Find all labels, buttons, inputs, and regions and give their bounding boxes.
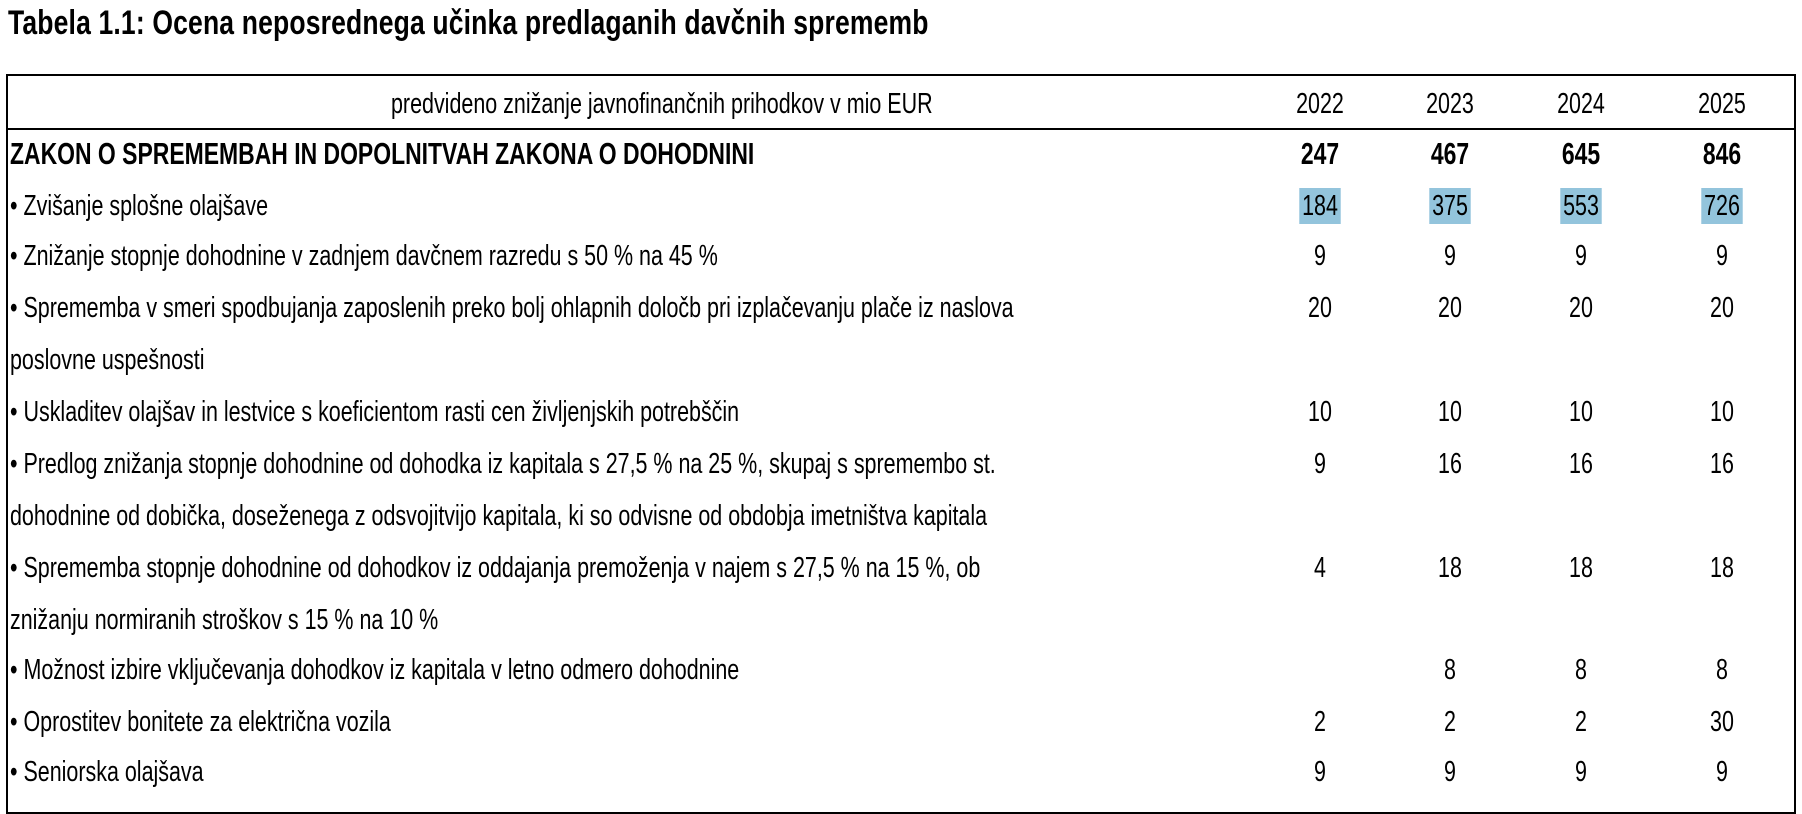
row-value-2022: 9	[1314, 756, 1326, 788]
row-label: • Uskladitev olajšav in lestvice s koeficientom rasti cen življenjskih potrebščin	[10, 396, 740, 428]
row-value-2025: 9	[1716, 240, 1728, 272]
row-value-2024: 10	[1569, 396, 1593, 428]
total-value-2022: 247	[1300, 136, 1340, 171]
row-value-2023: 9	[1444, 240, 1456, 272]
total-row-label: ZAKON O SPREMEMBAH IN DOPOLNITVAH ZAKONA O DOHODNINI	[10, 136, 755, 171]
row-value-2022	[1276, 186, 1365, 226]
row-value-2022: 4	[1314, 552, 1326, 584]
highlighted-value: 184	[1299, 188, 1341, 224]
row-value-2023: 10	[1438, 396, 1462, 428]
row-label: • Oprostitev bonitete za električna vozila	[10, 706, 391, 738]
row-value-2024: 18	[1569, 552, 1593, 584]
header-divider	[6, 128, 1796, 130]
row-label-continuation: dohodnine od dobička, doseženega z odsvojitvijo kapitala, ki so odvisne od obdobja imetništva kapitala	[10, 500, 988, 532]
total-value-2024: 645	[1561, 136, 1601, 171]
row-label: • Seniorska olajšava	[10, 756, 204, 788]
row-label-continuation: znižanju normiranih stroškov s 15 % na 10 %	[10, 604, 439, 636]
row-value-2025	[1678, 186, 1767, 226]
row-value-2023: 9	[1444, 756, 1456, 788]
row-value-2023: 18	[1438, 552, 1462, 584]
row-label-continuation: poslovne uspešnosti	[10, 344, 205, 376]
header-year-2023: 2023	[1426, 88, 1474, 120]
row-value-2025: 9	[1716, 756, 1728, 788]
row-value-2025: 30	[1710, 706, 1734, 738]
total-value-2023: 467	[1430, 136, 1470, 171]
row-value-2025: 10	[1710, 396, 1734, 428]
row-label: • Znižanje stopnje dohodnine v zadnjem davčnem razredu s 50 % na 45 %	[10, 240, 718, 272]
highlighted-value: 375	[1429, 188, 1471, 224]
row-value-2022	[1276, 650, 1365, 690]
row-value-2025: 18	[1710, 552, 1734, 584]
highlighted-value: 726	[1701, 188, 1743, 224]
row-value-2025: 20	[1710, 292, 1734, 324]
row-value-2023: 20	[1438, 292, 1462, 324]
header-description: predvideno znižanje javnofinančnih prihodkov v mio EUR	[391, 88, 933, 120]
row-label: • Sprememba stopnje dohodnine od dohodkov iz oddajanja premoženja v najem s 27,5 % na 15 %, ob	[10, 552, 981, 584]
row-value-2022: 9	[1314, 448, 1326, 480]
header-year-2022: 2022	[1296, 88, 1344, 120]
row-value-2024: 2	[1575, 706, 1587, 738]
highlighted-value: 553	[1560, 188, 1602, 224]
row-value-2024: 9	[1575, 240, 1587, 272]
row-value-2022: 10	[1308, 396, 1332, 428]
row-value-2022: 2	[1314, 706, 1326, 738]
row-value-2024: 20	[1569, 292, 1593, 324]
row-value-2022: 20	[1308, 292, 1332, 324]
row-value-2023: 8	[1444, 654, 1456, 686]
row-value-2024: 9	[1575, 756, 1587, 788]
row-value-2025: 8	[1716, 654, 1728, 686]
row-value-2023: 2	[1444, 706, 1456, 738]
row-value-2023	[1406, 186, 1495, 226]
row-label: • Sprememba v smeri spodbujanja zaposlenih preko bolj ohlapnih določb pri izplačevanju plače iz naslova	[10, 292, 1014, 324]
row-value-2024: 16	[1569, 448, 1593, 480]
header-year-2025: 2025	[1698, 88, 1746, 120]
table-title: Tabela 1.1: Ocena neposrednega učinka predlaganih davčnih sprememb	[8, 4, 929, 42]
row-label: • Zvišanje splošne olajšave	[10, 190, 269, 222]
row-value-2023: 16	[1438, 448, 1462, 480]
total-value-2025: 846	[1702, 136, 1742, 171]
row-label: • Možnost izbire vključevanja dohodkov iz kapitala v letno odmero dohodnine	[10, 654, 740, 686]
row-value-2024: 8	[1575, 654, 1587, 686]
row-value-2022: 9	[1314, 240, 1326, 272]
row-label: • Predlog znižanja stopnje dohodnine od dohodka iz kapitala s 27,5 % na 25 %, skupaj s spremembo st.	[10, 448, 996, 480]
header-year-2024: 2024	[1557, 88, 1605, 120]
row-value-2025: 16	[1710, 448, 1734, 480]
row-value-2024	[1537, 186, 1626, 226]
